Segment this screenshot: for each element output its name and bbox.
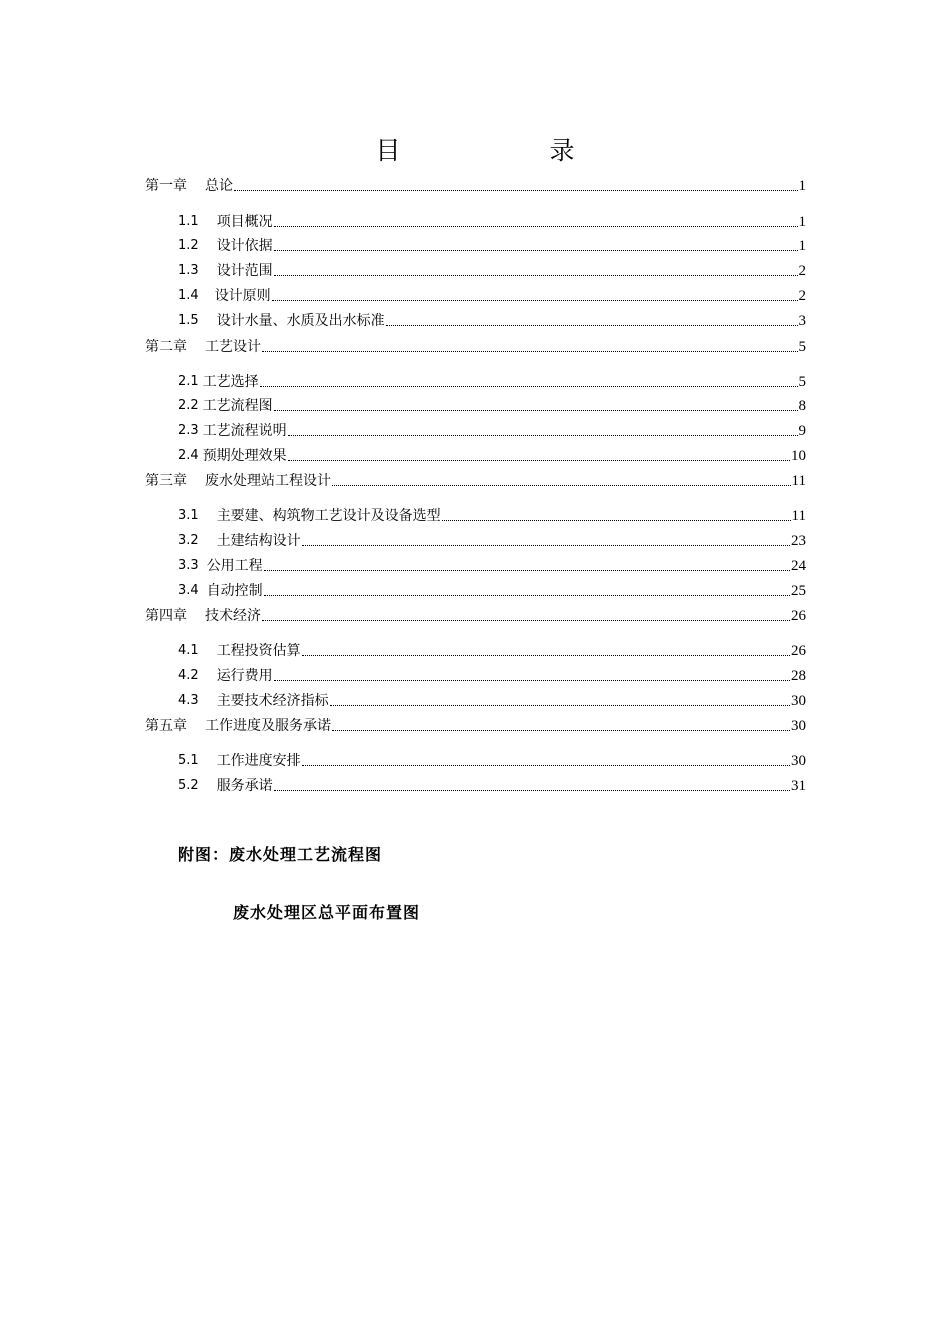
toc-section-4-3[interactable] (178, 691, 806, 711)
toc-leader (274, 225, 798, 227)
toc-label: 工程投资估算 (216, 643, 301, 659)
toc-page-number: 30 (791, 753, 806, 769)
toc-page-number: 11 (791, 473, 806, 489)
toc-leader (264, 569, 790, 571)
toc-leader (330, 704, 790, 706)
toc-chapter-5[interactable] (145, 716, 806, 736)
toc-number: 1.2 (178, 238, 199, 253)
toc-label: 废水处理站工程设计 (205, 473, 331, 489)
toc-section-1-1[interactable] (178, 212, 806, 232)
toc-chapter-2[interactable] (145, 337, 806, 357)
appendix-line-2 (233, 900, 420, 923)
toc-page-number: 10 (791, 448, 806, 464)
toc-label: 工作进度安排 (216, 753, 301, 769)
toc-label: 运行费用 (216, 668, 273, 684)
toc-label: 工艺流程图 (202, 398, 273, 414)
toc-number: 1.3 (178, 263, 199, 278)
toc-leader (274, 249, 798, 251)
toc-label: 设计水量、水质及出水标准 (216, 313, 385, 329)
toc-section-3-2[interactable] (178, 531, 806, 551)
appendix-line-1 (178, 842, 382, 865)
toc-page-number: 26 (791, 608, 806, 624)
toc-page-number: 25 (791, 583, 806, 599)
toc-label: 项目概况 (216, 214, 273, 230)
toc-page-number: 30 (791, 718, 806, 734)
toc-number: 第四章 (145, 608, 187, 624)
toc-chapter-4[interactable] (145, 606, 806, 626)
toc-leader (288, 434, 798, 436)
toc-label: 工艺设计 (205, 339, 261, 355)
toc-label: 土建结构设计 (216, 533, 301, 549)
toc-section-5-2[interactable] (178, 776, 806, 796)
toc-leader (262, 350, 798, 352)
toc-leader (302, 544, 790, 546)
appendix-item-process-flow[interactable]: 废水处理工艺流程图 (229, 845, 383, 864)
toc-section-2-4[interactable] (178, 446, 806, 466)
toc-label: 主要技术经济指标 (216, 693, 329, 709)
toc-page-number: 26 (791, 643, 806, 659)
toc-number: 第二章 (145, 339, 187, 355)
toc-number: 1.1 (178, 214, 199, 229)
toc-section-4-2[interactable] (178, 666, 806, 686)
toc-section-1-5[interactable] (178, 311, 806, 331)
toc-leader (272, 299, 798, 301)
toc-number: 2.4 (178, 448, 199, 463)
toc-page-number: 24 (791, 558, 806, 574)
toc-number: 5.2 (178, 778, 199, 793)
toc-page-number: 5 (798, 339, 806, 355)
toc-leader (260, 385, 798, 387)
toc-section-1-4[interactable] (178, 286, 806, 306)
toc-number: 3.1 (178, 508, 199, 523)
toc-number: 第三章 (145, 473, 187, 489)
toc-label: 设计依据 (216, 238, 273, 254)
toc-leader (274, 679, 790, 681)
toc-label: 设计范围 (216, 263, 273, 279)
toc-page-number: 1 (798, 178, 806, 194)
toc-section-3-4[interactable] (178, 581, 806, 601)
toc-section-2-2[interactable] (178, 396, 806, 416)
toc-section-1-3[interactable] (178, 261, 806, 281)
toc-leader (332, 484, 791, 486)
toc-leader (442, 519, 791, 521)
toc-label: 预期处理效果 (202, 448, 287, 464)
toc-page-number: 1 (798, 238, 806, 254)
toc-label: 技术经济 (205, 608, 261, 624)
toc-leader (332, 729, 790, 731)
toc-leader (302, 764, 790, 766)
toc-section-4-1[interactable] (178, 641, 806, 661)
toc-leader (274, 789, 790, 791)
toc-section-5-1[interactable] (178, 751, 806, 771)
toc-number: 3.3 (178, 558, 199, 573)
toc-page-number: 11 (791, 508, 806, 524)
page-title: 目 录 (375, 136, 637, 165)
toc-number: 4.3 (178, 693, 199, 708)
toc-number: 4.2 (178, 668, 199, 683)
toc-leader (262, 619, 790, 621)
toc-page-number: 8 (798, 398, 806, 414)
toc-number: 第一章 (145, 178, 187, 194)
toc-page-number: 2 (798, 263, 806, 279)
toc-leader (288, 459, 790, 461)
toc-chapter-3[interactable] (145, 471, 806, 491)
toc-page-number: 9 (798, 423, 806, 439)
toc-number: 1.4 (178, 288, 199, 303)
toc-label: 总论 (205, 178, 233, 194)
toc-label: 主要建、构筑物工艺设计及设备选型 (216, 508, 441, 524)
toc-section-2-3[interactable] (178, 421, 806, 441)
toc-page-number: 30 (791, 693, 806, 709)
toc-section-2-1[interactable] (178, 372, 806, 392)
toc-number: 1.5 (178, 313, 199, 328)
toc-page-number: 5 (798, 374, 806, 390)
toc-label: 服务承诺 (216, 778, 273, 794)
toc-leader (234, 189, 798, 191)
toc-page-number: 1 (798, 214, 806, 230)
toc-leader (386, 324, 798, 326)
toc-leader (264, 594, 790, 596)
toc-page-number: 3 (798, 313, 806, 329)
toc-number: 4.1 (178, 643, 199, 658)
toc-number: 3.4 (178, 583, 199, 598)
toc-label: 工艺流程说明 (202, 423, 287, 439)
toc-number: 2.2 (178, 398, 199, 413)
toc-number: 2.1 (178, 374, 199, 389)
toc-label: 工艺选择 (202, 374, 259, 390)
toc-label: 工作进度及服务承诺 (205, 718, 331, 734)
toc-label: 设计原则 (214, 288, 271, 304)
toc-chapter-1[interactable] (145, 176, 806, 196)
toc-label: 自动控制 (206, 583, 263, 599)
toc-page-number: 28 (791, 668, 806, 684)
toc-section-3-1[interactable] (178, 506, 806, 526)
toc-number: 3.2 (178, 533, 199, 548)
toc-label: 公用工程 (206, 558, 263, 574)
appendix-prefix: 附图： (178, 845, 230, 864)
toc-number: 5.1 (178, 753, 199, 768)
toc-number: 2.3 (178, 423, 199, 438)
toc-number: 第五章 (145, 718, 187, 734)
toc-section-3-3[interactable] (178, 556, 806, 576)
toc-leader (274, 409, 798, 411)
toc-leader (302, 654, 790, 656)
appendix-item-site-plan[interactable]: 废水处理区总平面布置图 (233, 903, 421, 922)
toc-page-number: 2 (798, 288, 806, 304)
toc-page-number: 31 (791, 778, 806, 794)
toc-section-1-2[interactable] (178, 236, 806, 256)
toc-leader (274, 274, 798, 276)
toc-page-number: 23 (791, 533, 806, 549)
